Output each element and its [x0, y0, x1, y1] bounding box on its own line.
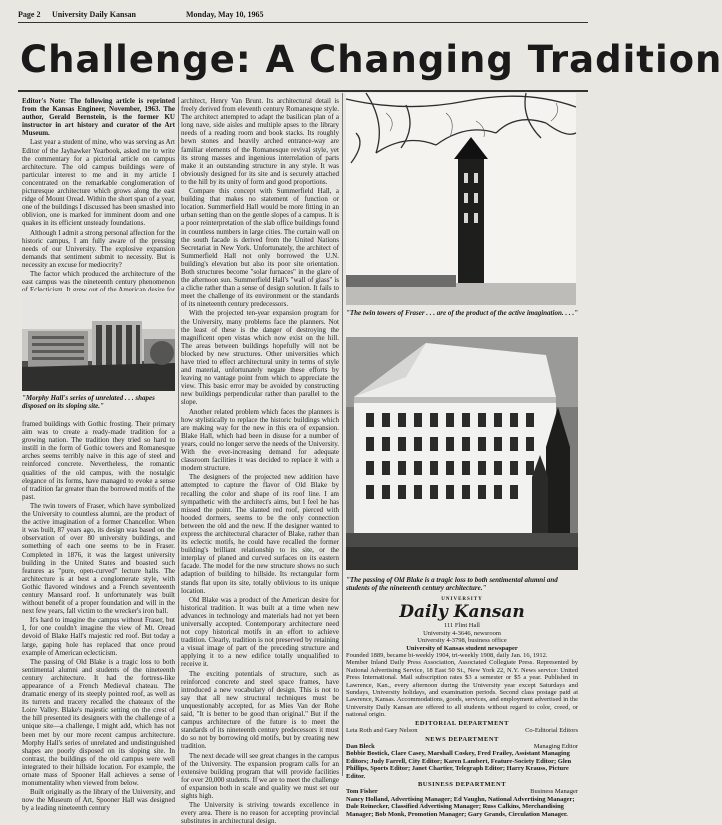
- managing-editor: Dan Bleck: [346, 742, 375, 750]
- business-staff: Nancy Holland, Advertising Manager; Ed Vaughn, National Advertising Manager; Dale Reinecker, Classified Advertising Manager; Russ Calkins, Merchandising Manager; Bob Monk, Promotion Manager; Gary Grands, Circulation Manager.: [346, 795, 575, 818]
- masthead-phone-newsroom: University 4-3646, newsroom: [423, 629, 501, 637]
- paragraph: Built originally as the library of the University, and now the Museum of Art, Spooner Hall was designed by a leading nineteenth century: [22, 788, 175, 813]
- paragraph: The exciting potentials of structure, such as reinforced concrete and steel space frames, have introduced a new vocabulary of design. This is not to say that all new structural techniques must be unquestionably accepted, for as Mies Van der Rohe said, "It is better to be good than original." But if the campus architecture of the future is to meet the standards of its nineteenth century predecessors it must do so not by borrowing old motifs, but by creating new tradition.: [181, 669, 339, 751]
- paragraph: With the projected ten-year expansion program for the University, many problems face the planners. Not the least of these is the danger of destroying the magnificent open vistas which now exist on the hill. The areas between buildings hopefully will not be blocked by new structures. Other universities which have tried to effect architectural unity in terms of style and material, unfortunately negate these efforts by leaving no vantage point from which to appreciate the view. This basic error may be avoided by constructing new buildings perpendicular rather than parallel to the slope.: [181, 309, 339, 407]
- paragraph: architect, Henry Van Brunt. Its architectural detail is freely derived from eleventh century Romanesque style. The architect attempted to adapt the basilican plan of a long nave, side aisles and multiple apses to the library needs of a reading room and book stacks. Its roughly hewn stones and heavily arched entrance-way are familiar elements of the Romanesque revival style, yet its strong masses and ingenious interrelation of parts make it an outstanding structure in any style. It was obviously designed for its site and is securely attached to the hill by its unity of form and good proportions.: [181, 97, 339, 186]
- morphy-hall-image: [22, 291, 175, 391]
- masthead-founded: Founded 1889, became bi-weekly 1904, tri-weekly 1908, daily Jan. 16, 1912.: [346, 652, 548, 660]
- masthead-phone-business: University 4-3798, business office: [417, 637, 507, 645]
- masthead-logo: Daily Kansan: [399, 602, 525, 623]
- paragraph: framed buildings with Gothic frosting. Their primary aim was to create a ready-made tradition for a growing nation. The tradition they tried so hard to instill in the form of Gothic towers and Romanesque arches seems terribly naive in this age of steel and reinforced concrete. Nevertheless, the romantic qualities of the old campus, with the nostalgic elegance of its forms, have managed to evoke a sense of tradition far greater than the borrowed motifs of the past.: [22, 420, 175, 501]
- fraser-towers-photo: [346, 93, 576, 305]
- business-manager: Tom Fisher: [346, 788, 378, 796]
- article-column-2: [181, 97, 339, 825]
- managing-editor-row: [346, 743, 578, 750]
- paragraph: The factor which produced the architecture of the east campus was the nineteenth century phenomenon: [22, 269, 175, 287]
- paragraph: The twin towers of Fraser, which have symbolized the University to countless alumni, are the product of the active imagination of a former Chancellor. When it was built, 87 years ago, its design was based on the observation of over 80 university buildings, and something of each one seems to be in Fraser. Completed in 1876, it was the largest university building in the United States and boasted such features as "pure, open-curved" lecture halls. The architecture is at best a conglomerate style, with Gothic flavored windows and a French seventeenth century Mansard roof. It unfortunately was built without benefit of a proper foundation and will in the next few years, fall victim to the wrecker's iron ball.: [22, 501, 175, 616]
- old-blake-photo: [346, 337, 578, 570]
- masthead-subtitle: University of Kansas student newspaper: [406, 644, 518, 652]
- morphy-hall-caption: "Morphy Hall's series of unrelated . . . shapes disposed on its sloping site.": [22, 394, 155, 410]
- masthead-address: 111 Flint Hall: [444, 622, 480, 630]
- paragraph: The designers of the projected new addition have attempted to capture the flavor of Old Blake by recalling the color and shape of its roof line. I am sympathetic with the architect's aims, but I feel he has missed the point. The slanted red roof, pierced with hooded dormers, seems to be the only connection between the old and the new. If the designer wanted to express the architectural character of Blake, rather than its eclectic motifs, he could have recalled the former building's brilliant relationship to its site, or the interplay of planed and curved surfaces on its eastern facade. The model for the new structure shows no such adaption of building to hillside. Its rectangular form stands flat upon its site, totally oblivious to its unique location.: [181, 473, 339, 595]
- paragraph: Last year a student of mine, who was serving as Art Editor of the Jayhawker Yearbook, asked me to write the commentary for a pictorial article on campus architecture. The old campus buildings were of particular interest to me and in my article I concentrated on the remarkable conglomeration of picturesque architecture which grows along the east ridge of Mount Oread. Within the short span of a year, one of the buildings I discussed has been smashed into oblivion, one is marked for imminent doom and one quakes in its efficient unsteady foundations.: [22, 138, 176, 228]
- paragraph: It's hard to imagine the campus without Fraser, but I, for one couldn't imagine the view of Mt. Oread devoid of Blake Hall's majestic red roof. But today a large, gaping hole has replaced that once proud example of American eclecticism.: [22, 616, 175, 657]
- paper-name: University Daily Kansan: [52, 10, 137, 19]
- editors-note: Editor's Note: The following article is reprinted from the Kansas Engineer, November, 1963. The author, Gerald Bernstein, is the former KU instructor in art history and curator of the Art Museum.: [22, 97, 175, 138]
- column-divider: [342, 93, 343, 776]
- news-heading: NEWS DEPARTMENT: [425, 735, 499, 743]
- co-editors-row: [346, 727, 578, 734]
- old-blake-image: [346, 337, 578, 570]
- masthead-kicker: UNIVERSITY: [441, 597, 483, 602]
- old-blake-caption: "The passing of Old Blake is a tragic loss to both sentimental alumni and students of the nineteenth century architecture.": [346, 576, 558, 592]
- paragraph: The next decade will see great changes in the campus of the University. The expansion program calls for an extensive building program that will provide facilities for over 20,000 students. If we are to meet the challenge of expansion both in scale and quality we must set our sights high.: [181, 751, 339, 800]
- paragraph: The passing of Old Blake is a tragic loss to both sentimental alumni and students of the nineteenth century architecture. It had the fortress-like appearance of a French Medieval chateau. The dramatic energy of its steeply pointed roof, as well as its turrets and tracery recalled the chateaux of the Loire Valley. Blake's majestic setting on the crest of the hill presented its designers with the challenge of a unique site—a challenge, I might add, which has not been met by our more recent campus architecture. Morphy Hall's series of unrelated and undistinguished shapes are poorly disposed on its sloping site. In contrast, the buildings of the old campus were well integrated to their hillside location. For example, the ornate mass of Spooner Hall achieves a sense of monumentality when viewed from below.: [22, 657, 175, 788]
- co-editors-title: Co-Editorial Editors: [525, 727, 578, 735]
- paragraph: Compare this concept with Summerfield Hall, a building that makes no statement of function or location. Summerfield Hall would be more fitting in an urban setting than on the gentle slopes of a campus. It is a poor reinterpretation of the slab office buildings found in countless numbers in large cities. The curtain wall on the south facade is derived from the United Nations Secretariat in New York. Unfortunately, the architect of Summerfield Hall not only borrowed the U.N. building's elevation but also its poor site orientation. Both structures become "solar furnaces" in the glare of the afternoon sun. Summerfield Hall's "wall of glass" is a cliche rather than a sense of design solution. It fails to meet the challenge of its environment or the standards of its nineteenth century predecessors.: [181, 187, 339, 309]
- business-manager-title: Business Manager: [530, 788, 578, 796]
- business-heading: BUSINESS DEPARTMENT: [417, 780, 507, 788]
- article-column-1-continued: [22, 420, 175, 813]
- folio-line: [18, 8, 588, 23]
- paragraph: Although I admit a strong personal affection for the historic campus, I am fully aware of the pressing needs of our University. The explosive expansion demands that sentiment submit to necessity. But is necessity an excuse for mediocrity?: [22, 228, 175, 269]
- paragraph: Old Blake was a product of the American desire for historical tradition. It was built at a time when new advances in technology and materials had not yet been universally accepted. Contemporary architecture need not copy historical motifs in an effort to achieve tradition. Clearly, tradition is not preserved by retaining a visual image of part of the preceding structure and applying it to a new edifice totally unqualified to receive it.: [181, 595, 339, 669]
- editorial-heading: EDITORIAL DEPARTMENT: [415, 719, 509, 727]
- news-staff: Bobbie Bostick, Clare Casey, Marshall Coskey, Fred Frailey, Assistant Managing Editors; Judy Farrell, City Editor; Karen Lambert, Feature-Society Editor; Glen Phillips, Sports Editor; Janet Chartier, Telegraph Editor; Harry Krauss, Picture Editor.: [346, 750, 572, 780]
- column-divider: [178, 97, 179, 776]
- headline-rule: [18, 90, 588, 92]
- issue-date: Monday, May 10, 1965: [186, 10, 264, 19]
- co-editors: Leta Roth and Gary Nelson: [346, 727, 418, 735]
- fraser-towers-image: [346, 93, 576, 305]
- fraser-towers-caption: "The twin towers of Fraser . . . are of the product of the active imagination. . . .": [346, 309, 578, 317]
- masthead-body: Member Inland Daily Press Association, Associated Collegiate Press. Represented by National Advertising Service, 18 East 50 St., New York 22, N.Y. News service: United Press International. Mail subscription rates $3 a semester or $5 a year. Published in Lawrence, Kan., every afternoon during the University year except Saturdays and Sundays, University holidays, and examination periods. Second class postage paid at Lawrence, Kansas. Accommodations, goods, services, and employment advertised in the University Daily Kansan are offered to all students without regard to color, creed, or national origin.: [346, 659, 578, 719]
- page-number: Page 2: [18, 10, 41, 19]
- morphy-hall-photo: [22, 291, 175, 391]
- paragraph: The University is striving towards excellence in every area. There is no reason for accepting provincial substitutes in architectural design.: [181, 801, 339, 825]
- masthead: [346, 596, 578, 818]
- paragraph: Another related problem which faces the planners is how stylistically to replace the historic buildings which are making way for the new in this era of expansion. Blake Hall, which had been in disuse for a number of years, could no longer serve the needs of the University. With the ever-increasing demand for adequate classroom facilities it was decided to replace it with a modern structure.: [181, 407, 339, 473]
- business-manager-row: [346, 788, 578, 795]
- headline: Challenge: A Changing Tradition: [20, 38, 722, 81]
- managing-editor-title: Managing Editor: [533, 742, 578, 750]
